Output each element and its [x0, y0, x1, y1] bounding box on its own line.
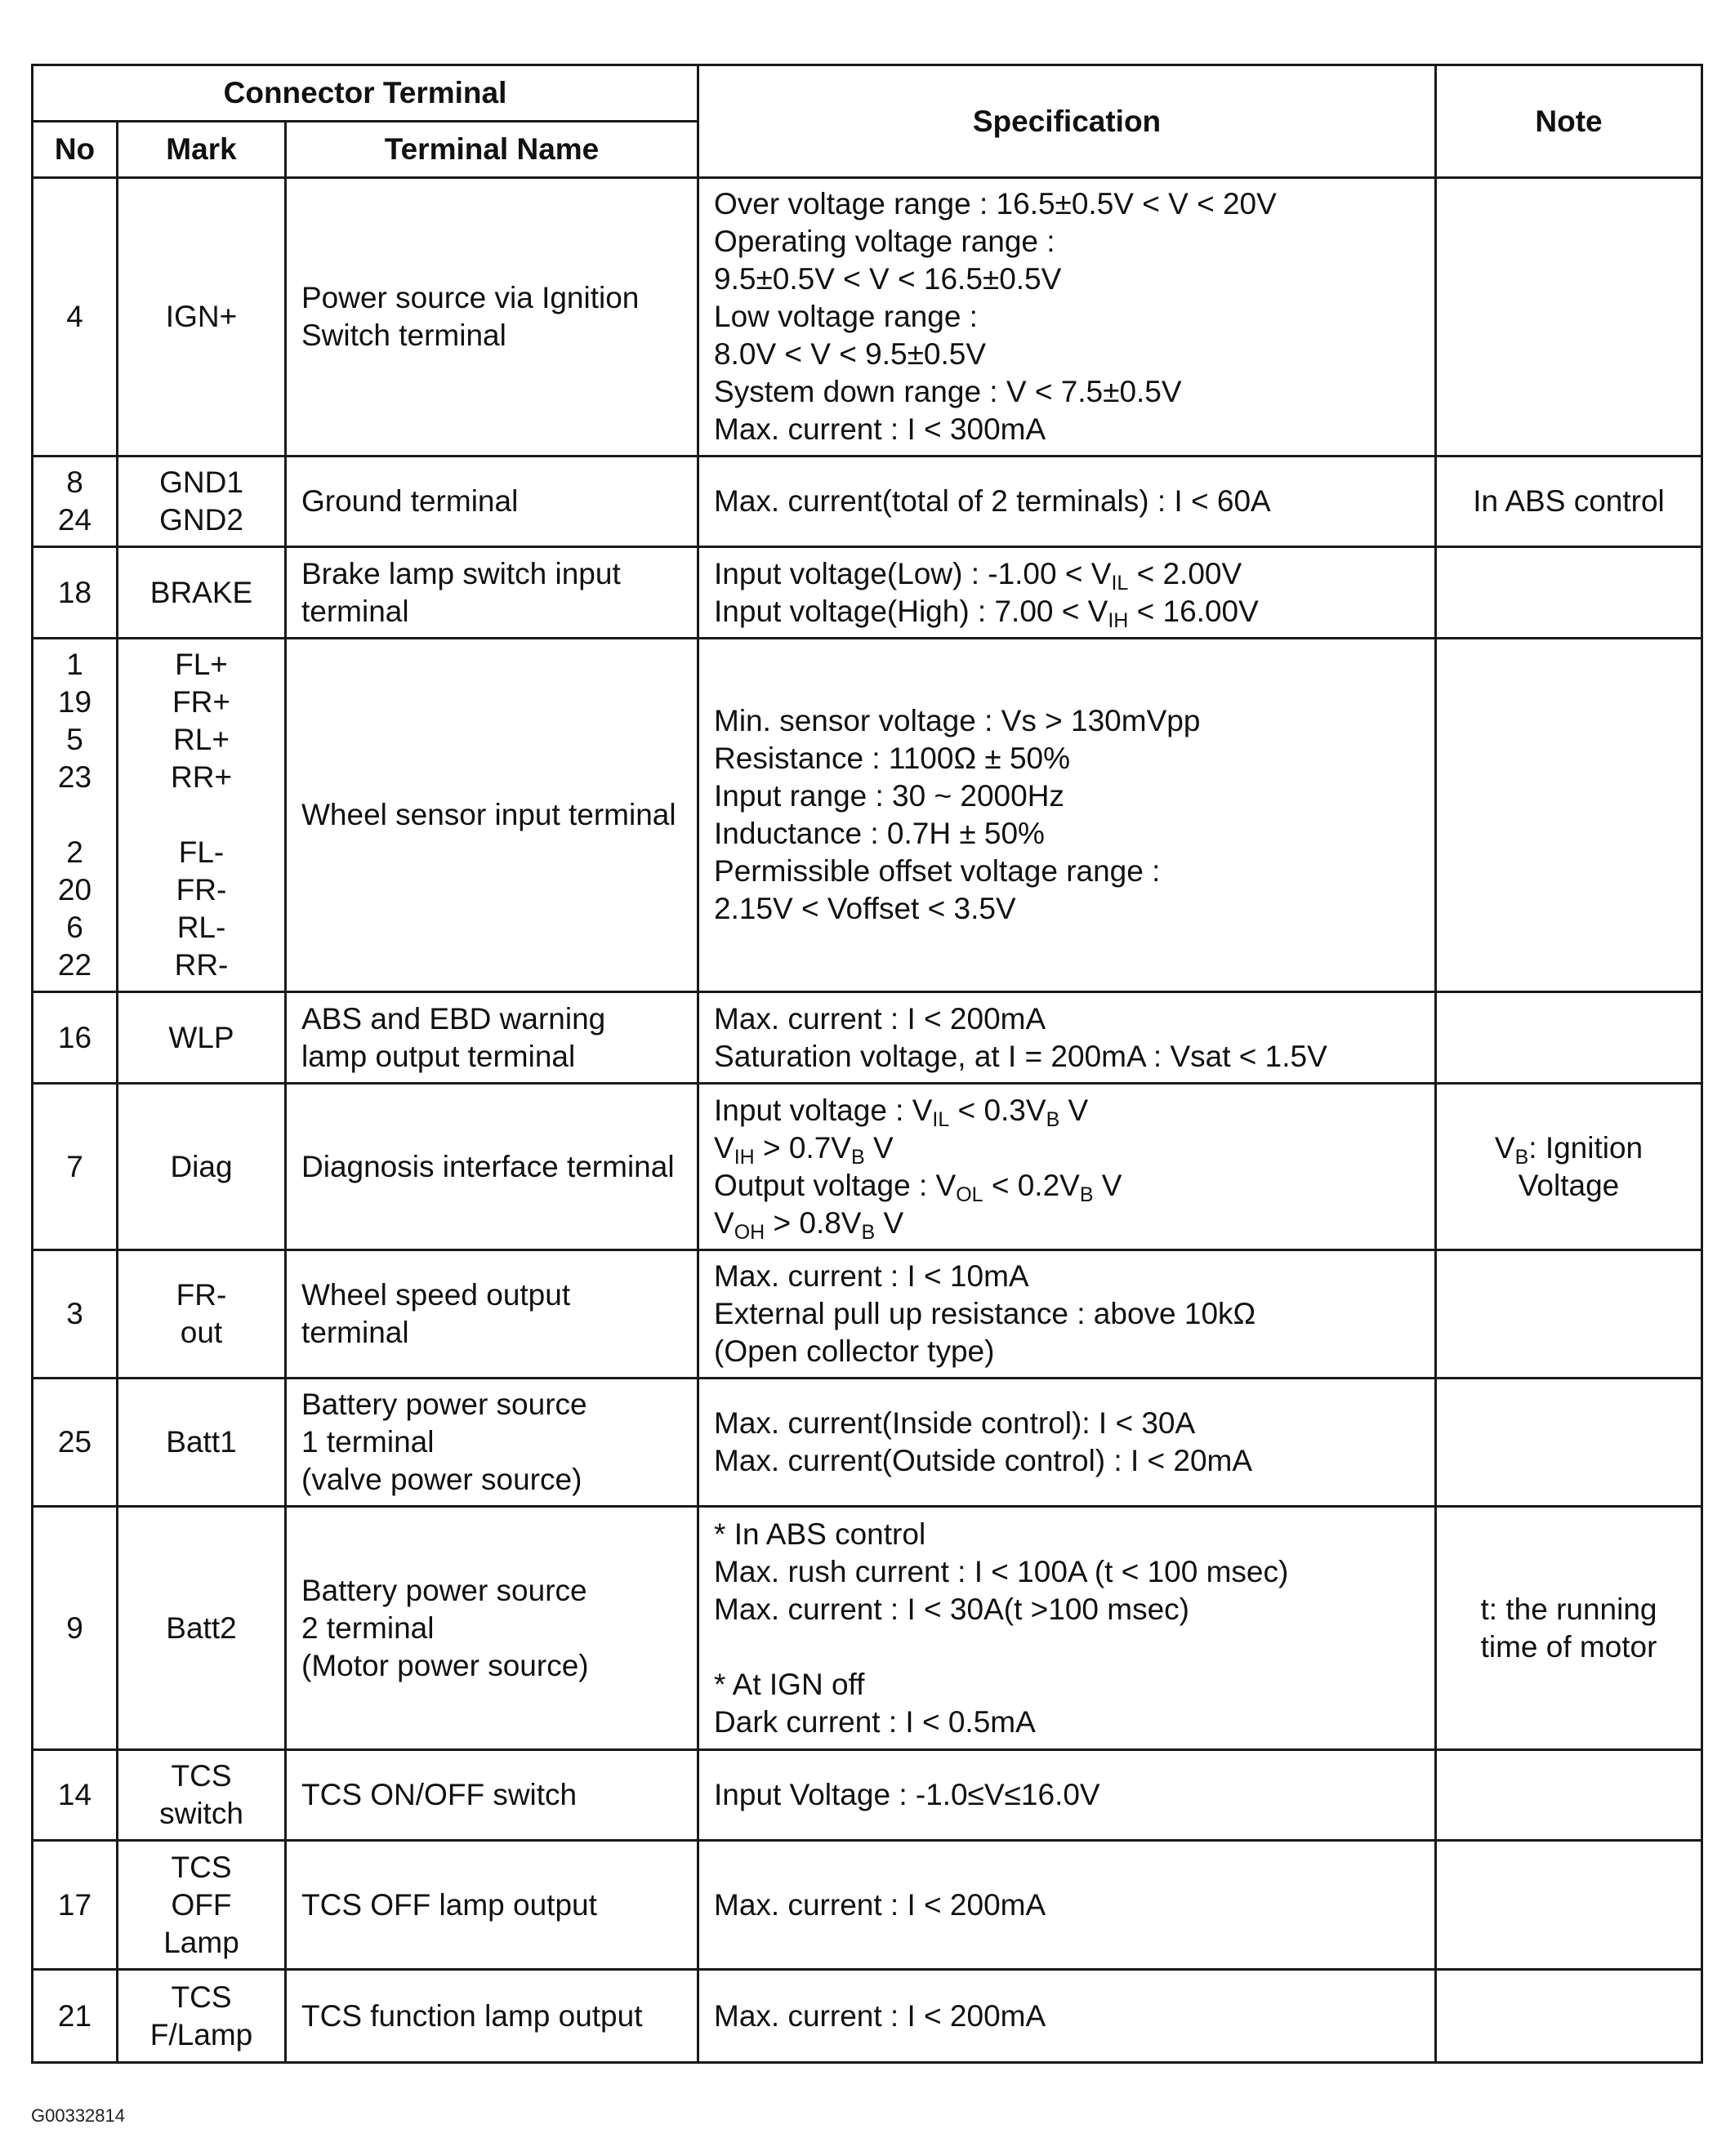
terminal-mark-cell-line: RR-	[174, 948, 229, 982]
specification-cell	[698, 457, 1436, 547]
terminal-name-cell-line: ABS and EBD warning	[301, 1001, 606, 1036]
specification-cell-line	[714, 298, 1420, 336]
terminal-mark-cell	[118, 1250, 286, 1379]
specification-cell-line	[714, 1333, 1420, 1370]
terminal-name-cell-line: terminal	[301, 1316, 409, 1349]
note-cell	[1436, 457, 1702, 547]
terminal-no-cell-line: 8	[66, 466, 83, 499]
terminal-mark-cell-line: FR-	[176, 873, 227, 906]
specification-cell	[698, 547, 1436, 639]
terminal-no-cell	[33, 1507, 118, 1750]
text-segment: Permissible offset voltage range :	[714, 854, 1161, 888]
specification-cell	[698, 1970, 1436, 2063]
terminal-mark-cell-line: FL+	[175, 648, 228, 681]
text-segment: Saturation voltage, at I = 200mA : Vsat < 1.5V	[714, 1039, 1327, 1073]
terminal-no-cell	[33, 639, 118, 992]
note-cell-line	[1452, 1167, 1686, 1205]
text-segment: V	[714, 1130, 734, 1165]
text-segment: Input voltage : V	[714, 1093, 933, 1127]
terminal-mark-cell	[118, 992, 286, 1084]
terminal-mark-cell-line: OFF	[171, 1887, 232, 1922]
terminal-name-cell	[286, 1970, 698, 2063]
text-segment: Input voltage(Low) : -1.00 < V	[714, 556, 1112, 590]
table-row	[33, 639, 1702, 992]
text-segment: Dark current : I < 0.5mA	[714, 1704, 1036, 1739]
text-segment: 8.0V < V < 9.5±0.5V	[714, 337, 986, 371]
table-row	[33, 1507, 1702, 1750]
subscript: IL	[1111, 571, 1129, 595]
note-cell	[1436, 178, 1702, 457]
terminal-name-cell-line: lamp output terminal	[301, 1039, 576, 1073]
terminal-no-cell-line: 24	[57, 503, 92, 537]
terminal-no-cell-line: 2	[66, 835, 83, 869]
text-segment: t: the running	[1480, 1592, 1657, 1626]
blank-line	[48, 796, 101, 834]
terminal-name-header: Terminal Name	[286, 122, 698, 178]
terminal-mark-cell	[118, 1507, 286, 1750]
terminal-mark-cell	[118, 1084, 286, 1250]
terminal-name-cell	[286, 1379, 698, 1507]
note-cell	[1436, 1970, 1702, 2063]
terminal-mark-cell-line: BRAKE	[149, 575, 253, 609]
text-segment: Input Voltage : -1.0≤V≤16.0V	[714, 1778, 1100, 1811]
terminal-name-cell	[286, 178, 698, 457]
text-segment: Max. current : I < 200mA	[714, 1887, 1046, 1922]
terminal-mark-cell-line: Lamp	[163, 1925, 239, 1959]
table-row	[33, 1084, 1702, 1250]
text-segment: Operating voltage range :	[714, 225, 1055, 258]
text-segment: time of motor	[1480, 1629, 1657, 1664]
no-header: No	[33, 122, 118, 178]
note-cell	[1436, 1841, 1702, 1970]
blank-line	[1452, 1886, 1686, 1924]
table-row	[33, 457, 1702, 547]
terminal-name-cell	[286, 1084, 698, 1250]
terminal-no-cell-line: 14	[57, 1778, 92, 1811]
text-segment: > 0.8V	[765, 1205, 862, 1240]
terminal-name-cell	[286, 1250, 698, 1379]
terminal-mark-cell-line: Batt1	[166, 1425, 237, 1459]
terminal-no-cell-line: 23	[57, 760, 92, 794]
text-segment: Inductance : 0.7H ± 50%	[714, 817, 1045, 850]
terminal-no-cell-line: 25	[57, 1425, 92, 1459]
terminal-no-cell-line: 17	[57, 1887, 92, 1922]
specification-cell-line	[714, 1442, 1420, 1480]
table-header	[33, 65, 1702, 178]
terminal-name-cell	[286, 547, 698, 639]
terminal-no-cell-line: 16	[57, 1020, 92, 1054]
text-segment: Min. sensor voltage : Vs > 130mVpp	[714, 704, 1201, 737]
text-segment: V	[1059, 1093, 1089, 1127]
specification-cell-line	[714, 1258, 1420, 1295]
subscript: IL	[932, 1107, 950, 1131]
terminal-no-cell-line: 7	[66, 1149, 83, 1183]
figure-id: G00332814	[31, 2105, 125, 2126]
blank-line	[133, 796, 270, 834]
terminal-name-cell-line: Battery power source	[301, 1573, 587, 1607]
text-segment: V	[714, 1205, 734, 1240]
terminal-mark-cell-line: WLP	[168, 1020, 234, 1054]
specification-cell-line	[714, 1405, 1420, 1442]
terminal-name-cell-line: 2 terminal	[301, 1610, 435, 1645]
text-segment: Max. rush current : I < 100A (t < 100 msec)	[714, 1554, 1289, 1588]
specification-cell	[698, 1750, 1436, 1841]
specification-cell-line	[714, 593, 1420, 630]
terminal-name-cell-line: (valve power source)	[301, 1463, 582, 1496]
table-row	[33, 547, 1702, 639]
specification-cell	[698, 1507, 1436, 1750]
specification-cell-line	[714, 1000, 1420, 1038]
table-row	[33, 1750, 1702, 1841]
text-segment: < 2.00V	[1128, 556, 1242, 590]
subscript: B	[1046, 1107, 1060, 1131]
table-row	[33, 178, 1702, 457]
note-cell	[1436, 1250, 1702, 1379]
terminal-name-cell	[286, 457, 698, 547]
terminal-no-cell	[33, 1084, 118, 1250]
note-cell	[1436, 992, 1702, 1084]
specification-cell-line	[714, 1591, 1420, 1628]
connector-terminal-header: Connector Terminal	[33, 65, 698, 122]
terminal-name-cell	[286, 639, 698, 992]
terminal-mark-cell	[118, 1379, 286, 1507]
specification-cell	[698, 1379, 1436, 1507]
note-cell-line	[1452, 1591, 1686, 1628]
terminal-no-cell	[33, 457, 118, 547]
specification-cell-line	[714, 1038, 1420, 1076]
terminal-no-cell-line: 5	[66, 723, 83, 756]
text-segment: V	[1494, 1130, 1515, 1165]
table-row	[33, 1970, 1702, 2063]
subscript: B	[861, 1220, 876, 1244]
table-row	[33, 1379, 1702, 1507]
terminal-name-cell-line: Ground terminal	[301, 484, 519, 518]
note-cell	[1436, 639, 1702, 992]
specification-cell-line	[714, 740, 1420, 777]
terminal-mark-cell-line: switch	[159, 1797, 243, 1830]
specification-cell-line	[714, 1092, 1420, 1129]
text-segment: Input range : 30 ~ 2000Hz	[714, 779, 1064, 813]
terminal-no-cell	[33, 1379, 118, 1507]
text-segment: Max. current(Outside control) : I < 20mA	[714, 1444, 1253, 1477]
terminal-mark-cell-line: RL-	[176, 911, 226, 944]
text-segment: Max. current : I < 200mA	[714, 1001, 1046, 1036]
text-segment: Over voltage range : 16.5±0.5V < V < 20V	[714, 187, 1277, 220]
terminal-no-cell	[33, 547, 118, 639]
terminal-mark-cell	[118, 1750, 286, 1841]
terminal-name-cell	[286, 1507, 698, 1750]
terminal-name-cell-line: Wheel speed output	[301, 1278, 571, 1312]
text-segment: In ABS control	[1473, 484, 1665, 518]
specification-cell	[698, 178, 1436, 457]
subscript: B	[1514, 1145, 1529, 1169]
specification-cell-line	[714, 1205, 1420, 1242]
terminal-mark-cell-line: RR+	[170, 760, 233, 794]
subscript: IH	[734, 1145, 755, 1169]
terminal-mark-cell-line: TCS	[171, 1850, 232, 1884]
specification-cell-line	[714, 373, 1420, 411]
specification-cell-line	[714, 185, 1420, 223]
table-row	[33, 1250, 1702, 1379]
terminal-no-cell	[33, 1970, 118, 2063]
text-segment: Max. current : I < 10mA	[714, 1259, 1029, 1293]
table-row	[33, 1841, 1702, 1970]
terminal-no-cell	[33, 1841, 118, 1970]
terminal-mark-cell-line: Batt2	[166, 1610, 237, 1645]
terminal-mark-cell	[118, 1970, 286, 2063]
terminal-no-cell-line: 9	[66, 1610, 83, 1645]
terminal-name-cell-line: (Motor power source)	[301, 1648, 589, 1682]
specification-cell-line	[714, 702, 1420, 740]
text-segment: * In ABS control	[714, 1517, 926, 1551]
specification-cell	[698, 1084, 1436, 1250]
terminal-mark-cell-line: TCS	[171, 1980, 232, 2014]
specification-cell-line	[714, 1295, 1420, 1333]
text-segment: Input voltage(High) : 7.00 < V	[714, 594, 1108, 628]
text-segment: 2.15V < Voffset < 3.5V	[714, 892, 1016, 925]
subscript: OH	[734, 1220, 765, 1244]
terminal-no-cell-line: 4	[66, 300, 83, 333]
terminal-name-cell-line: TCS function lamp output	[301, 1998, 643, 2033]
note-cell	[1436, 1379, 1702, 1507]
terminal-no-cell-line: 20	[57, 873, 92, 906]
blank-line	[1452, 1776, 1686, 1814]
specification-cell-line	[714, 483, 1420, 520]
terminal-mark-cell-line: RL+	[173, 723, 230, 756]
terminal-name-cell	[286, 1841, 698, 1970]
text-segment: > 0.7V	[754, 1130, 851, 1165]
terminal-mark-cell-line: FR-	[176, 1278, 227, 1312]
specification-cell-line	[714, 336, 1420, 373]
terminal-name-cell-line: TCS ON/OFF switch	[301, 1778, 578, 1811]
specification-cell-line	[714, 411, 1420, 448]
specification-cell	[698, 639, 1436, 992]
terminal-mark-cell-line: GND2	[159, 503, 243, 537]
terminal-no-cell-line: 3	[66, 1297, 83, 1330]
specification-cell-line	[714, 1998, 1420, 2035]
terminal-mark-cell-line: out	[180, 1316, 223, 1349]
note-cell	[1436, 1084, 1702, 1250]
table-body	[33, 178, 1702, 2063]
text-segment: Resistance : 1100Ω ± 50%	[714, 742, 1071, 775]
text-segment: Max. current : I < 30A(t >100 msec)	[714, 1592, 1189, 1626]
specification-cell	[698, 1250, 1436, 1379]
text-segment: V	[864, 1130, 894, 1165]
terminal-no-cell	[33, 992, 118, 1084]
text-segment: V	[875, 1205, 904, 1240]
specification-cell-line	[714, 555, 1420, 593]
specification-header: Specification	[698, 65, 1436, 178]
text-segment: System down range : V < 7.5±0.5V	[714, 375, 1182, 408]
note-cell-line	[1452, 1628, 1686, 1666]
text-segment: 9.5±0.5V < V < 16.5±0.5V	[714, 262, 1062, 296]
specification-cell-line	[714, 890, 1420, 928]
terminal-no-cell	[33, 1250, 118, 1379]
blank-line	[1452, 796, 1686, 834]
specification-cell-line	[714, 1666, 1420, 1704]
blank-line	[1452, 1295, 1686, 1333]
specification-cell	[698, 992, 1436, 1084]
specification-cell-line	[714, 1553, 1420, 1591]
specification-cell-line	[714, 777, 1420, 815]
terminal-no-cell-line: 19	[57, 685, 92, 719]
terminal-mark-cell-line: GND1	[159, 466, 243, 499]
subscript: OL	[956, 1183, 983, 1206]
subscript: B	[850, 1145, 865, 1169]
text-segment: Voltage	[1518, 1168, 1620, 1202]
terminal-name-cell-line: Battery power source	[301, 1388, 587, 1421]
terminal-mark-cell	[118, 178, 286, 457]
specification-cell	[698, 1841, 1436, 1970]
terminal-no-cell-line: 21	[57, 1998, 92, 2033]
note-cell	[1436, 1750, 1702, 1841]
text-segment: V	[1093, 1168, 1122, 1202]
text-segment: < 0.2V	[983, 1168, 1080, 1202]
specification-cell-line	[714, 853, 1420, 890]
terminal-mark-cell	[118, 547, 286, 639]
note-cell	[1436, 547, 1702, 639]
terminal-no-cell-line: 18	[57, 575, 92, 609]
terminal-mark-cell-line: F/Lamp	[149, 2017, 253, 2051]
terminal-name-cell-line: terminal	[301, 594, 409, 628]
terminal-mark-cell	[118, 457, 286, 547]
blank-line	[1452, 1998, 1686, 2035]
specification-cell-line	[714, 1167, 1420, 1205]
specification-cell-line	[714, 815, 1420, 853]
subscript: IH	[1108, 608, 1129, 632]
blank-line	[1452, 298, 1686, 336]
terminal-name-cell	[286, 1750, 698, 1841]
terminal-mark-cell-line: TCS	[171, 1759, 232, 1793]
terminal-name-cell-line: 1 terminal	[301, 1425, 435, 1459]
table-row	[33, 992, 1702, 1084]
terminal-name-cell-line: TCS OFF lamp output	[301, 1887, 597, 1922]
terminal-name-cell-line: Wheel sensor input terminal	[301, 798, 676, 831]
terminal-mark-cell	[118, 639, 286, 992]
terminal-mark-cell-line: Diag	[170, 1149, 233, 1183]
connector-terminal-spec-table	[31, 64, 1703, 2064]
note-cell-line	[1452, 1129, 1686, 1167]
terminal-name-cell-line: Switch terminal	[301, 318, 506, 352]
terminal-mark-cell-line: IGN+	[165, 300, 238, 333]
blank-line	[1452, 1019, 1686, 1057]
note-cell-line	[1452, 483, 1686, 520]
terminal-mark-cell-line: FR+	[172, 685, 230, 719]
note-header: Note	[1436, 65, 1702, 178]
terminal-mark-cell	[118, 1841, 286, 1970]
text-segment: External pull up resistance : above 10kΩ	[714, 1297, 1256, 1330]
blank-line	[1452, 574, 1686, 612]
text-segment: Max. current : I < 300mA	[714, 412, 1046, 446]
specification-cell-line	[714, 261, 1420, 298]
blank-line	[1452, 1423, 1686, 1461]
specification-cell-line	[714, 1704, 1420, 1741]
terminal-no-cell-line: 1	[66, 648, 83, 681]
text-segment: Max. current(total of 2 terminals) : I < 60A	[714, 484, 1271, 518]
terminal-no-cell	[33, 178, 118, 457]
subscript: B	[1079, 1183, 1094, 1206]
specification-cell-line	[714, 1129, 1420, 1167]
text-segment: < 16.00V	[1128, 594, 1259, 628]
specification-cell-line	[714, 1886, 1420, 1924]
specification-cell-line	[714, 1776, 1420, 1814]
note-cell	[1436, 1507, 1702, 1750]
text-segment: Max. current : I < 200mA	[714, 1998, 1046, 2033]
terminal-no-cell	[33, 1750, 118, 1841]
blank-line	[714, 1628, 1420, 1666]
terminal-no-cell-line: 6	[66, 911, 83, 944]
terminal-name-cell-line: Power source via Ignition	[301, 281, 640, 314]
terminal-mark-cell-line: FL-	[178, 835, 225, 869]
specification-cell-line	[714, 1516, 1420, 1553]
text-segment: Output voltage : V	[714, 1168, 957, 1202]
terminal-name-cell	[286, 992, 698, 1084]
text-segment: (Open collector type)	[714, 1334, 995, 1368]
text-segment: Low voltage range :	[714, 300, 978, 333]
text-segment: * At IGN off	[714, 1667, 865, 1701]
specification-cell-line	[714, 223, 1420, 261]
terminal-name-cell-line: Brake lamp switch input	[301, 556, 621, 590]
terminal-name-cell-line: Diagnosis interface terminal	[301, 1149, 675, 1183]
text-segment: Max. current(Inside control): I < 30A	[714, 1406, 1196, 1440]
text-segment: < 0.3V	[949, 1093, 1046, 1127]
mark-header: Mark	[118, 122, 286, 178]
text-segment: : Ignition	[1528, 1130, 1643, 1165]
terminal-no-cell-line: 22	[57, 948, 92, 982]
